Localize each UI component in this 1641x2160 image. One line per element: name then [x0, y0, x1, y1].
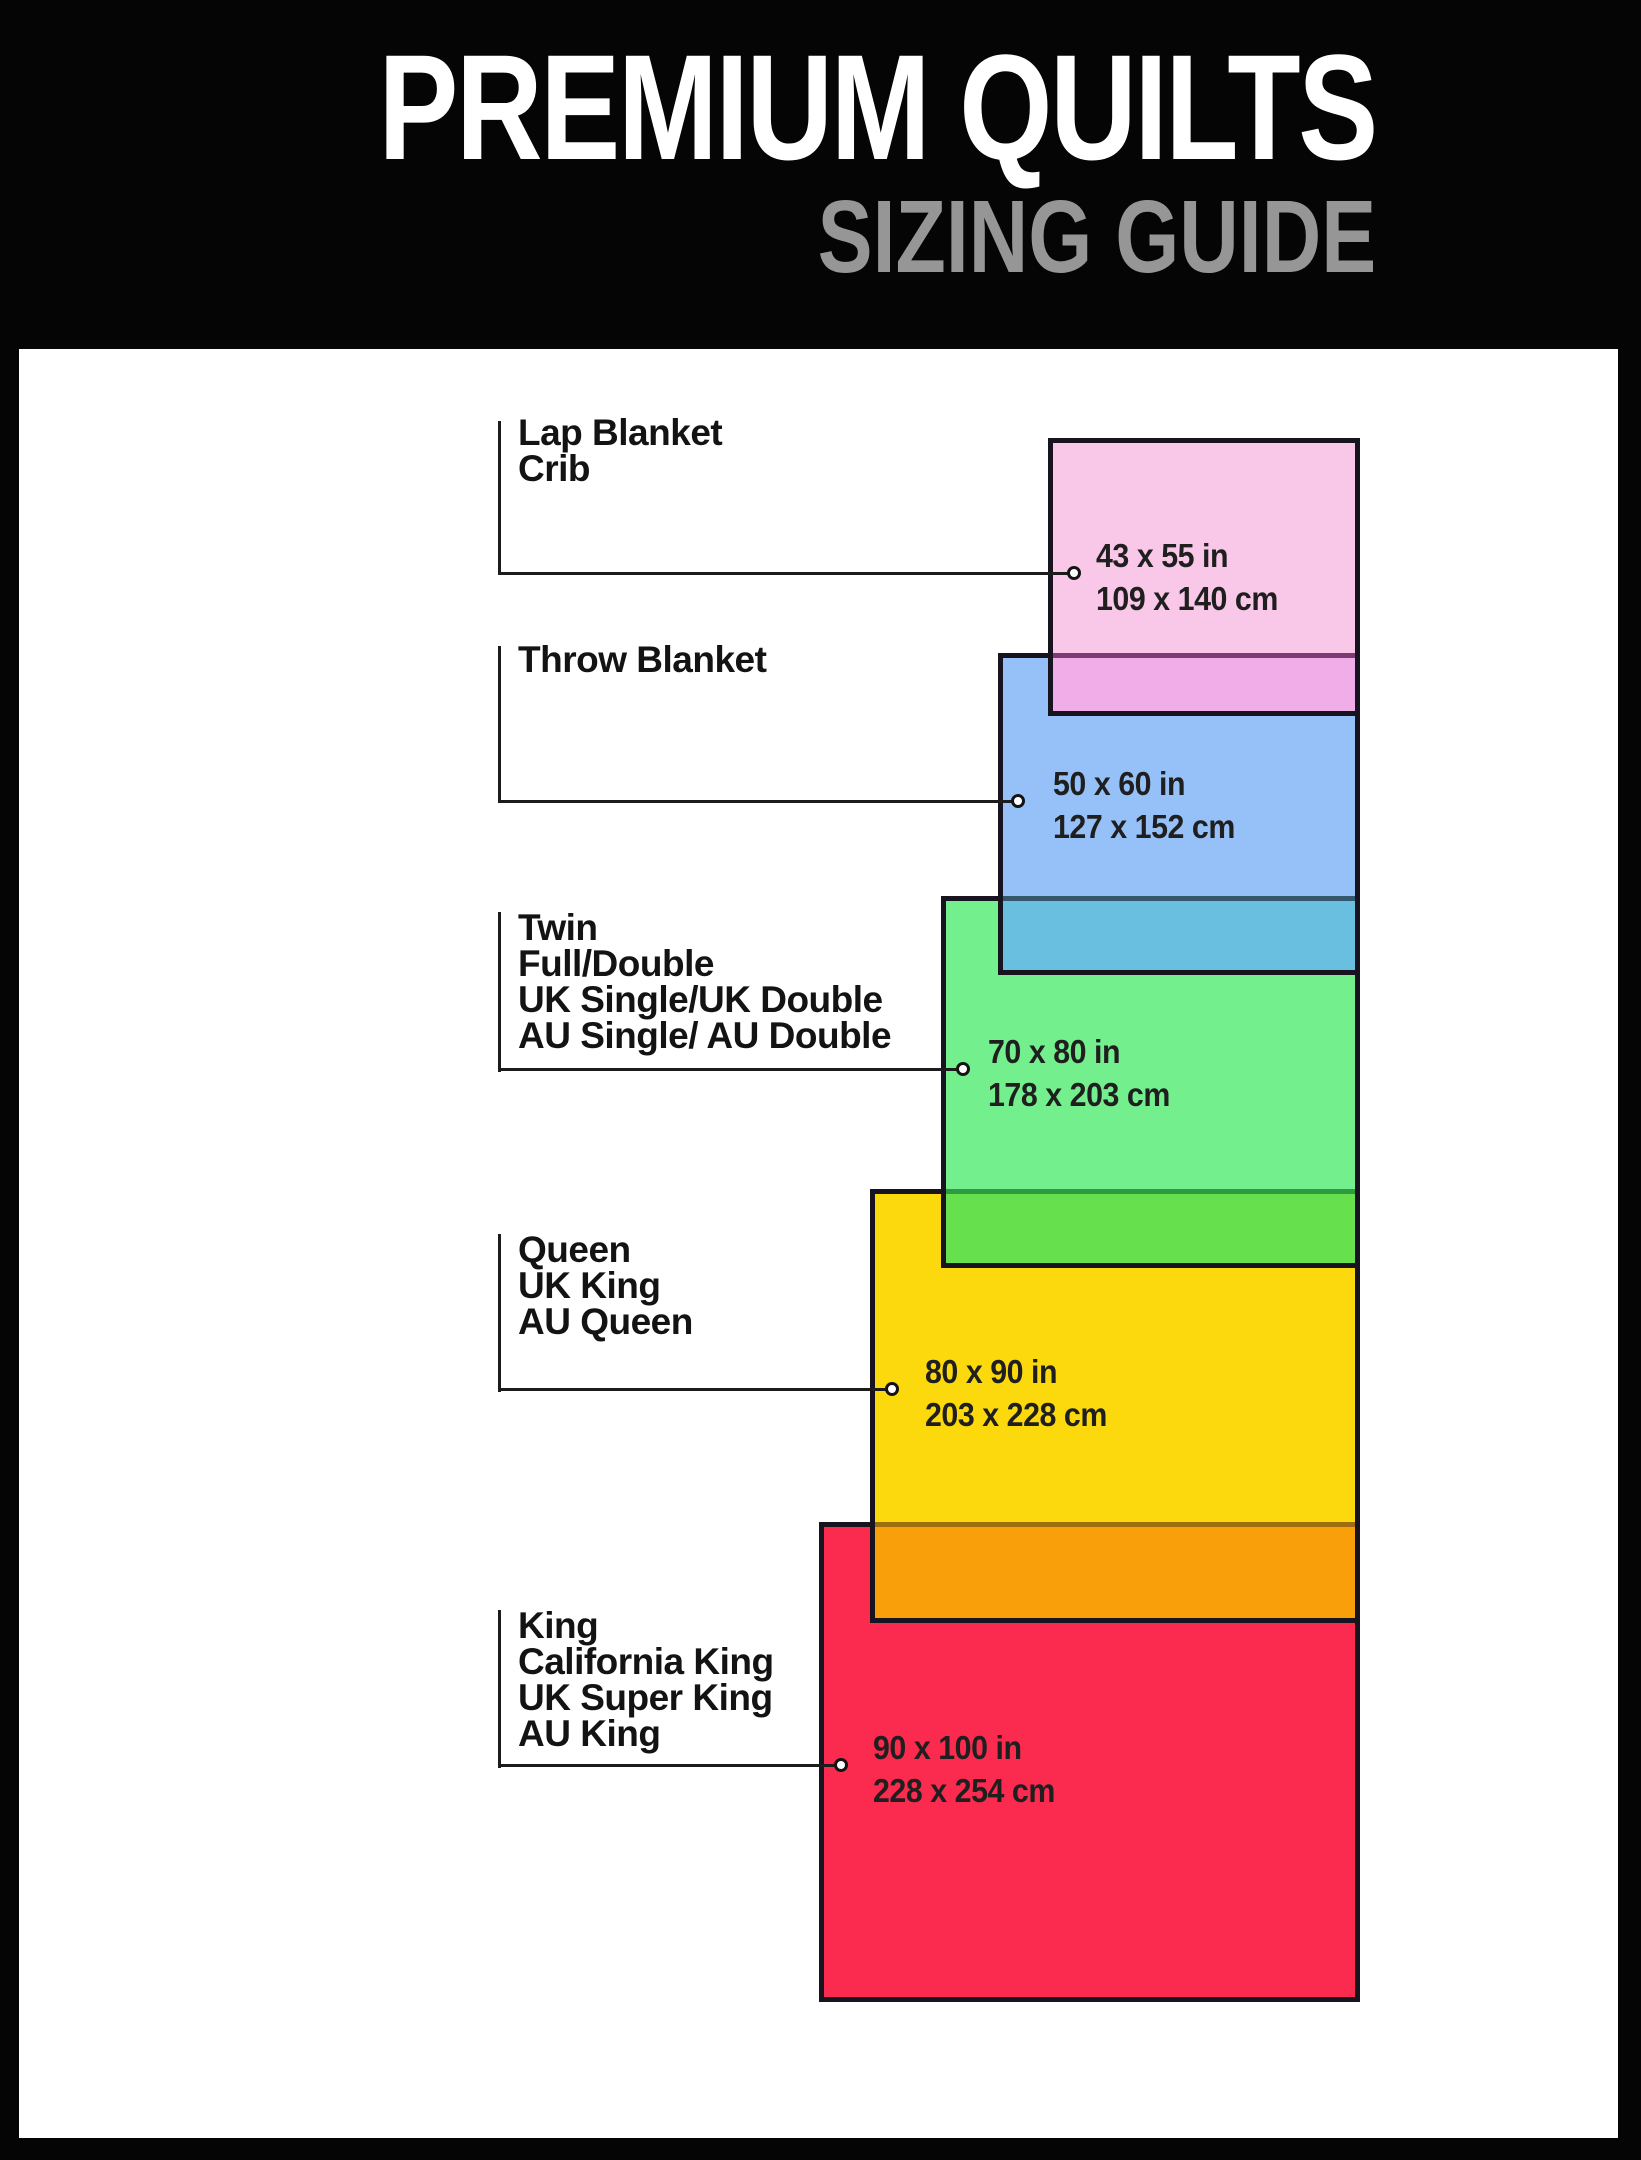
size-labels-queen	[518, 1229, 693, 1342]
size-label-line: AU Single/ AU Double	[518, 1015, 892, 1056]
connector-vline-twin	[498, 912, 501, 1072]
marker-dot-icon	[1067, 566, 1081, 580]
marker-dot-icon	[885, 1382, 899, 1396]
dimension-cm: 203 x 228 cm	[925, 1396, 1107, 1433]
overlap-queen-over-king	[875, 1522, 1355, 1618]
size-label-line: Crib	[518, 448, 590, 489]
connector-vline-king	[498, 1610, 501, 1768]
size-label-line: King	[518, 1605, 599, 1646]
size-label-line: AU King	[518, 1713, 661, 1754]
size-label-line: UK Single/UK Double	[518, 979, 883, 1020]
size-label-line: Lap Blanket	[518, 412, 723, 453]
marker-dot-icon	[834, 1758, 848, 1772]
size-label-line: Queen	[518, 1229, 631, 1270]
size-labels-twin	[518, 907, 892, 1056]
size-labels-king	[518, 1605, 774, 1754]
dimension-inches: 70 x 80 in	[988, 1033, 1121, 1070]
connector-hline-lap	[498, 572, 1074, 575]
dimension-inches: 90 x 100 in	[873, 1729, 1022, 1766]
dimension-inches: 80 x 90 in	[925, 1353, 1058, 1390]
marker-dot-icon	[1011, 794, 1025, 808]
page-title: PREMIUM QUILTS	[378, 23, 1376, 191]
dimension-inches: 50 x 60 in	[1053, 765, 1186, 802]
connector-vline-queen	[498, 1234, 501, 1392]
marker-dot-icon	[956, 1062, 970, 1076]
overlap-lap-over-throw	[1053, 653, 1355, 711]
dimension-cm: 109 x 140 cm	[1096, 580, 1278, 617]
size-label-line: AU Queen	[518, 1301, 693, 1342]
dimension-cm: 127 x 152 cm	[1053, 808, 1235, 845]
dimension-inches: 43 x 55 in	[1096, 537, 1229, 574]
size-dimensions-queen	[925, 1350, 1107, 1436]
connector-hline-queen	[498, 1388, 892, 1391]
connector-hline-twin	[498, 1068, 963, 1071]
overlap-throw-over-twin	[1003, 896, 1355, 970]
page-subtitle: SIZING GUIDE	[817, 179, 1376, 294]
size-dimensions-king	[873, 1726, 1055, 1812]
connector-vline-throw	[498, 646, 501, 803]
size-label-line: UK King	[518, 1265, 661, 1306]
size-dimensions-twin	[988, 1030, 1170, 1116]
connector-hline-throw	[498, 800, 1018, 803]
connector-hline-king	[498, 1764, 841, 1767]
dimension-cm: 228 x 254 cm	[873, 1772, 1055, 1809]
size-label-line: Throw Blanket	[518, 639, 767, 680]
dimension-cm: 178 x 203 cm	[988, 1076, 1170, 1113]
overlap-twin-over-queen	[946, 1189, 1355, 1263]
size-labels-lap-blanket	[518, 412, 723, 489]
size-dimensions-lap-blanket	[1096, 534, 1278, 620]
size-labels-throw-blanket	[518, 639, 767, 680]
connector-vline-lap	[498, 421, 501, 575]
size-label-line: California King	[518, 1641, 774, 1682]
size-label-line: Full/Double	[518, 943, 714, 984]
size-label-line: Twin	[518, 907, 598, 948]
size-dimensions-throw-blanket	[1053, 762, 1235, 848]
size-label-line: UK Super King	[518, 1677, 773, 1718]
